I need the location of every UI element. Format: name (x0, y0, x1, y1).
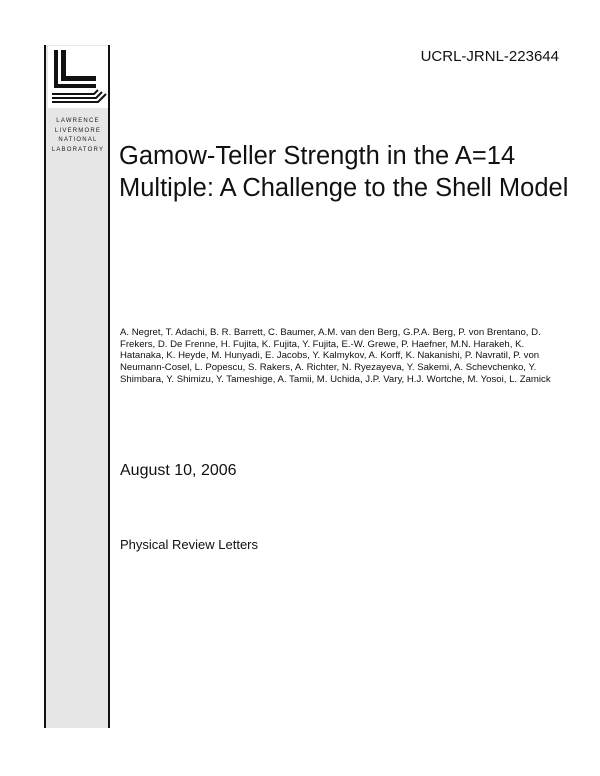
lab-name-line: NATIONAL (58, 137, 98, 143)
journal-name: Physical Review Letters (120, 537, 258, 552)
report-number: UCRL-JRNL-223644 (420, 48, 559, 65)
publication-date: August 10, 2006 (120, 462, 237, 479)
right-margin-line (108, 45, 110, 728)
llnl-logo-icon (48, 46, 108, 108)
lab-name-line: LIVERMORE (54, 127, 102, 134)
author-list: A. Negret, T. Adachi, B. R. Barrett, C. Baumer, A.M. van den Berg, G.P.A. Berg, P. von Brentano, D. Frekers, D. De Frenne, H. Fujita, K. Fujita, Y. Fujita, E.-W. Grewe, P. Haefner, M.N. Harakeh, K. Hatanaka, K. Heyde, M. Hunyadi, E. Jacobs, Y. Kalmykov, A. Korff, K. Nakanishi, P. Navratil, P. von Neumann-Cosel, L. Popescu, S. Rakers, A. Richter, N. Ryezayeva, Y. Sakemi, A. Schevchenko, Y. Shimbara, Y. Shimizu, Y. Tameshige, A. Tamii, M. Uchida, J.P. Vary, H.J. Wortche, M. Yosoi, L. Zamick (120, 327, 551, 385)
lab-name-line: LAWRENCE (56, 118, 100, 124)
left-margin-line (44, 45, 46, 728)
document-title: Gamow-Teller Strength in the A=14 Multiple: A Challenge to the Shell Model (119, 142, 569, 202)
laboratory-name (48, 117, 108, 155)
lab-name-line: LABORATORY (51, 146, 105, 153)
